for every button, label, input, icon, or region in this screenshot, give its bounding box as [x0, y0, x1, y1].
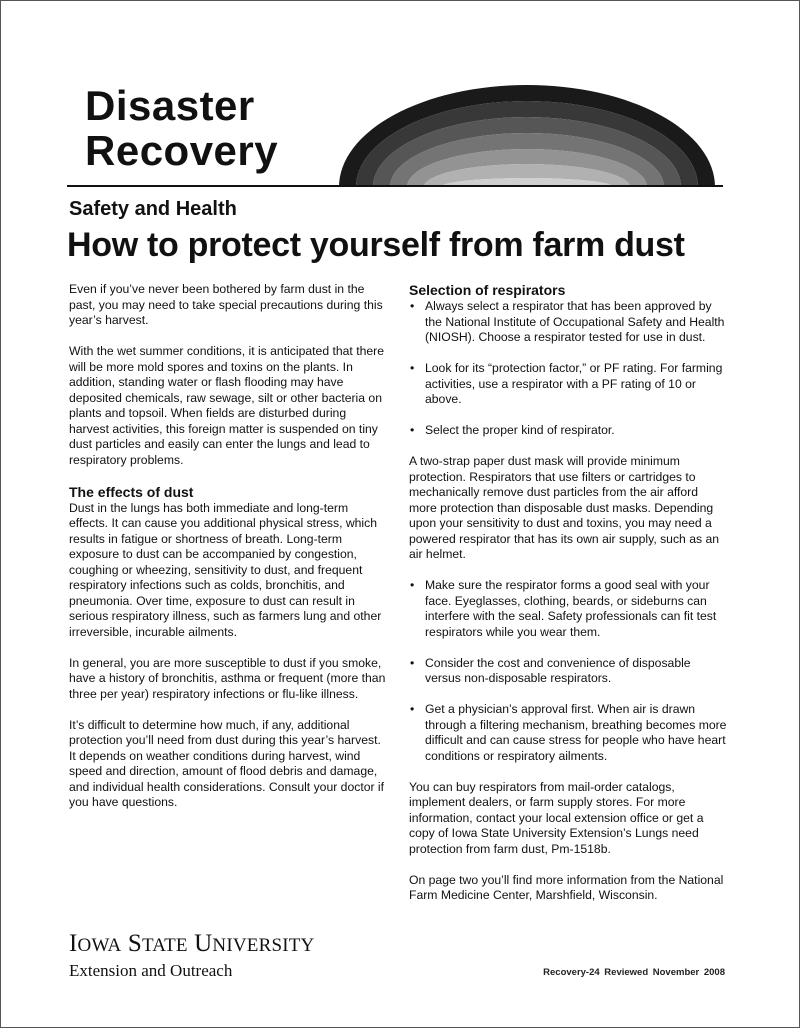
respirator-fit-list	[409, 578, 727, 764]
page-two-note: On page two you’ll find more information from the National Farm Medicine Center, Marshfield, Wisconsin.	[409, 872, 724, 902]
effects-heading: The effects of dust	[69, 483, 194, 500]
respirator-tips-list	[409, 299, 727, 439]
logo-letter: U	[194, 930, 213, 957]
masthead-title-line1: Disaster	[85, 82, 255, 129]
bullet-icon: •	[410, 578, 415, 592]
intro-paragraph: With the wet summer conditions, it is anticipated that there will be more mold spores and toxins on the plants. In addition, standing water or flash flooding may have deposited chemicals, raw sewage, silt or other bacteria on plants and topsoil. When fields are disturbed during harvest activities, this foreign matter is suspended on tiny dust particles and easily can enter the lungs and lead to respiratory problems.	[69, 344, 384, 467]
left-column	[69, 282, 389, 826]
purchase-info-paragraph: You can buy respirators from mail-order catalogs, implement dealers, or farm supply stores. For more information, contact your local extension office or get a copy of Iowa State University Extension’s Lungs need protection from farm dust, Pm-1518b.	[409, 779, 704, 856]
list-item	[409, 578, 727, 640]
list-item	[409, 361, 727, 408]
rainbow-graphic	[331, 75, 723, 189]
bullet-icon: •	[410, 702, 415, 716]
publication-footer	[543, 967, 725, 978]
logo-smallcaps: TATE	[141, 935, 188, 956]
logo-smallcaps: NIVERSITY	[212, 935, 315, 956]
logo-letter: I	[69, 930, 78, 957]
respirators-heading: Selection of respirators	[409, 282, 566, 298]
list-item-text: Get a physician’s approval first. When air is drawn through a filtering mechanism, breathing becomes more difficult and can cause stress for people who have heart conditions or respiratory ailments.	[425, 702, 727, 763]
list-item	[409, 299, 727, 346]
right-column	[409, 282, 727, 919]
respirator-types-paragraph: A two-strap paper dust mask will provide minimum protection. Respirators that use filters or cartridges to mechanically remove dust particles from the air afford more protection than disposable dust masks. Depending upon your sensitivity to dust and toxins, you may need a powered respirator that has its own air supply, such as an air helmet.	[409, 454, 720, 561]
review-status: Reviewed	[604, 967, 649, 978]
list-item-text: Make sure the respirator forms a good seal with your face. Eyeglasses, clothing, beards, or sideburns can interfere with the seal. Safety professionals can fit test respirators while you wear them.	[425, 578, 717, 639]
review-date: November 2008	[652, 967, 725, 978]
list-item-text: Always select a respirator that has been approved by the National Institute of Occupational Safety and Health (NIOSH). Choose a respirator tested for use in dust.	[425, 299, 725, 344]
iowa-state-university-logo	[69, 930, 314, 981]
headline: How to protect yourself from farm dust	[67, 226, 685, 264]
logo-smallcaps: OWA	[77, 935, 122, 956]
publication-code: Recovery-24	[543, 967, 600, 978]
masthead-title-line2: Recovery	[85, 127, 279, 174]
effects-paragraph: It’s difficult to determine how much, if any, additional protection you’ll need from dust during this year’s harvest. It depends on weather conditions during harvest, wind speed and direction, amount of flood debris and damage, and individual health considerations. Consult your doctor if you have questions.	[69, 717, 385, 809]
logo-wordmark	[69, 930, 314, 960]
masthead-rule	[67, 185, 723, 187]
list-item-text: Look for its “protection factor,” or PF rating. For farming activities, use a respirator with a PF rating of 10 or above.	[425, 361, 723, 406]
list-item-text: Consider the cost and convenience of disposable versus non-disposable respirators.	[425, 655, 691, 685]
section-label: Safety and Health	[69, 198, 237, 220]
list-item	[409, 702, 727, 764]
logo-letter: S	[127, 930, 142, 957]
bullet-icon: •	[410, 655, 415, 670]
bullet-icon: •	[410, 361, 415, 375]
list-item	[409, 656, 727, 687]
effects-paragraph: Dust in the lungs has both immediate and long-term effects. It can cause you additional physical stress, which results in fatigue or shortness of breath. Long-term exposure to dust can be accompanied by congestion, coughing or wheezing, sensitivity to dust, and frequent respiratory infections such as colds, bronchitis, and pneumonia. Over time, exposure to dust can result in serious respiratory illness, such as farmers lung and other irreversible, incurable ailments.	[69, 500, 382, 639]
list-item	[409, 423, 727, 439]
bullet-icon: •	[410, 299, 415, 313]
effects-paragraph: In general, you are more susceptible to dust if you smoke, have a history of bronchitis, asthma or frequent (more than three per year) respiratory infections or flu-like illness.	[69, 655, 386, 701]
logo-subtitle: Extension and Outreach	[69, 961, 233, 980]
bullet-icon: •	[410, 423, 415, 437]
intro-paragraph: Even if you’ve never been bothered by farm dust in the past, you may need to take special precautions during this year’s harvest.	[69, 282, 383, 327]
list-item-text: Select the proper kind of respirator.	[425, 423, 615, 437]
masthead-title	[85, 83, 278, 173]
